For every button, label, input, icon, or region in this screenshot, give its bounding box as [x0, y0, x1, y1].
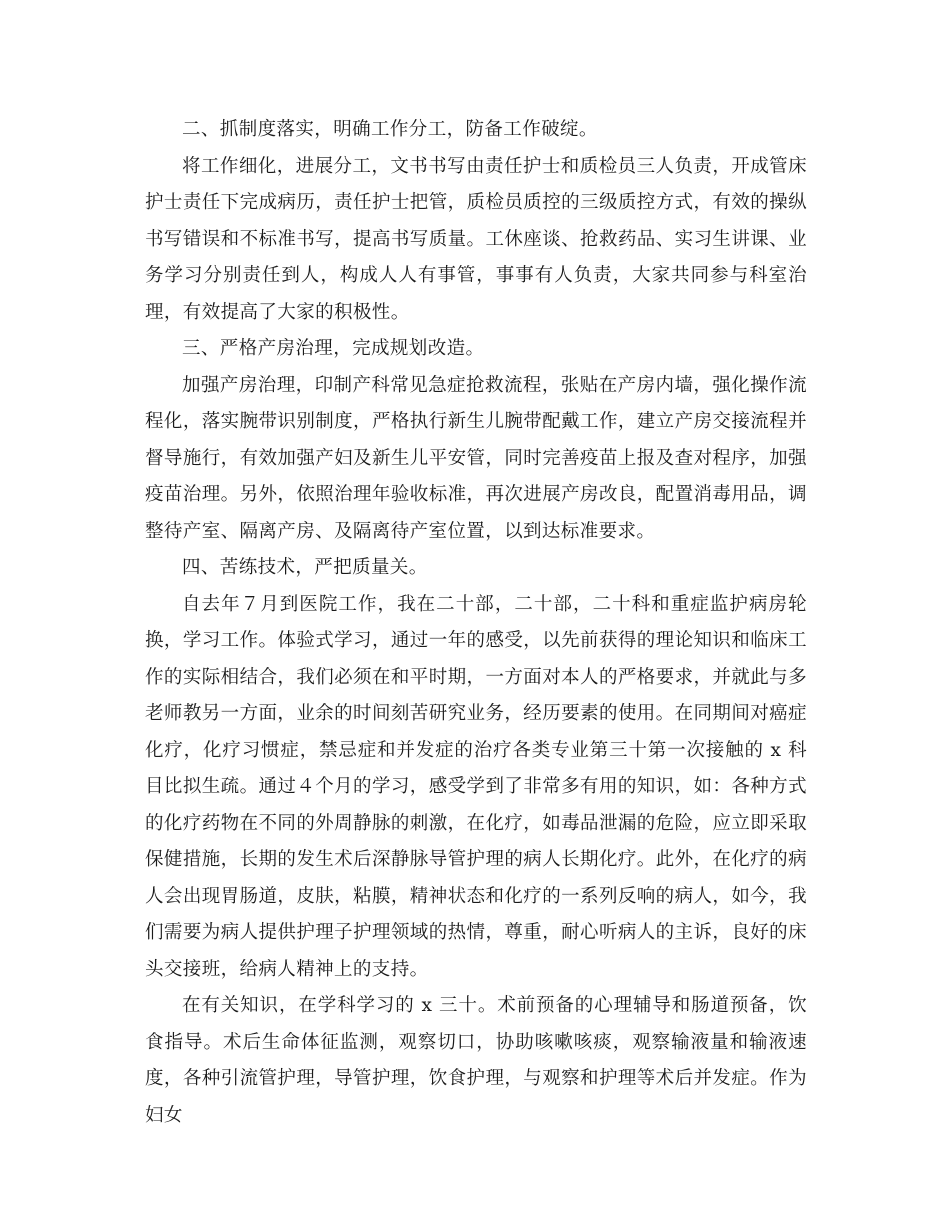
body-paragraph: 自去年７月到医院工作，我在二十部，二十部，二十科和重症监护病房轮换，学习工作。体验式学习，通过一年的感受，以先前获得的理论知识和临床工作的实际相结合，我们必须在和平时期，一方面对本人的严格要求，并就此与多老师教另一方面，业余的时间刻苦研究业务，经历要素的使用。在同期间对癌症化疗，化疗习惯症，禁忌症和并发症的治疗各类专业第三十第一次接触的 x 科目比拟生疏。通过４个月的学习，感受学到了非常多有用的知识，如：各种方式的化疗药物在不同的外周静脉的刺激，在化疗，如毒品泄漏的危险，应立即采取保健措施，长期的发生术后深静脉导管护理的病人长期化疗。此外，在化疗的病人会出现胃肠道，皮肤，粘膜，精神状态和化疗的一系列反响的病人，如今，我们需要为病人提供护理子护理领域的热情，尊重，耐心听病人的主诉，良好的床头交接班，给病人精神上的支持。	[145, 593, 807, 980]
section-heading-2: 二、抓制度落实，明确工作分工，防备工作破绽。	[182, 119, 598, 140]
body-paragraph: 在有关知识，在学科学习的 x 三十。术前预备的心理辅导和肠道预备，饮食指导。术后生命体征监测，观察切口，协助咳嗽咳痰，观察输液量和输液速度，各种引流管护理，导管护理，饮食护理，与观察和护理等术后并发症。作为妇女	[145, 995, 807, 1126]
section-heading-3: 三、严格产房治理，完成规划改造。	[182, 338, 485, 359]
section-heading-4: 四、苦练技术，严把质量关。	[182, 557, 428, 578]
body-paragraph: 加强产房治理，印制产科常见急症抢救流程，张贴在产房内墙，强化操作流程化，落实腕带识别制度，严格执行新生儿腕带配戴工作，建立产房交接流程并督导施行，有效加强产妇及新生儿平安管，同时完善疫苗上报及查对程序，加强疫苗治理。另外，依照治理年验收标准，再次进展产房改良，配置消毒用品，调整待产室、隔离产房、及隔离待产室位置，以到达标准要求。	[145, 374, 807, 542]
document-page	[145, 112, 807, 1134]
body-paragraph: 将工作细化，进展分工，文书书写由责任护士和质检员三人负责，开成管床护士责任下完成病历，责任护士把管，质检员质控的三级质控方式，有效的操纵书写错误和不标准书写，提高书写质量。工休座谈、抢救药品、实习生讲课、业务学习分别责任到人，构成人人有事管，事事有人负责，大家共同参与科室治理，有效提高了大家的积极性。	[145, 155, 807, 323]
